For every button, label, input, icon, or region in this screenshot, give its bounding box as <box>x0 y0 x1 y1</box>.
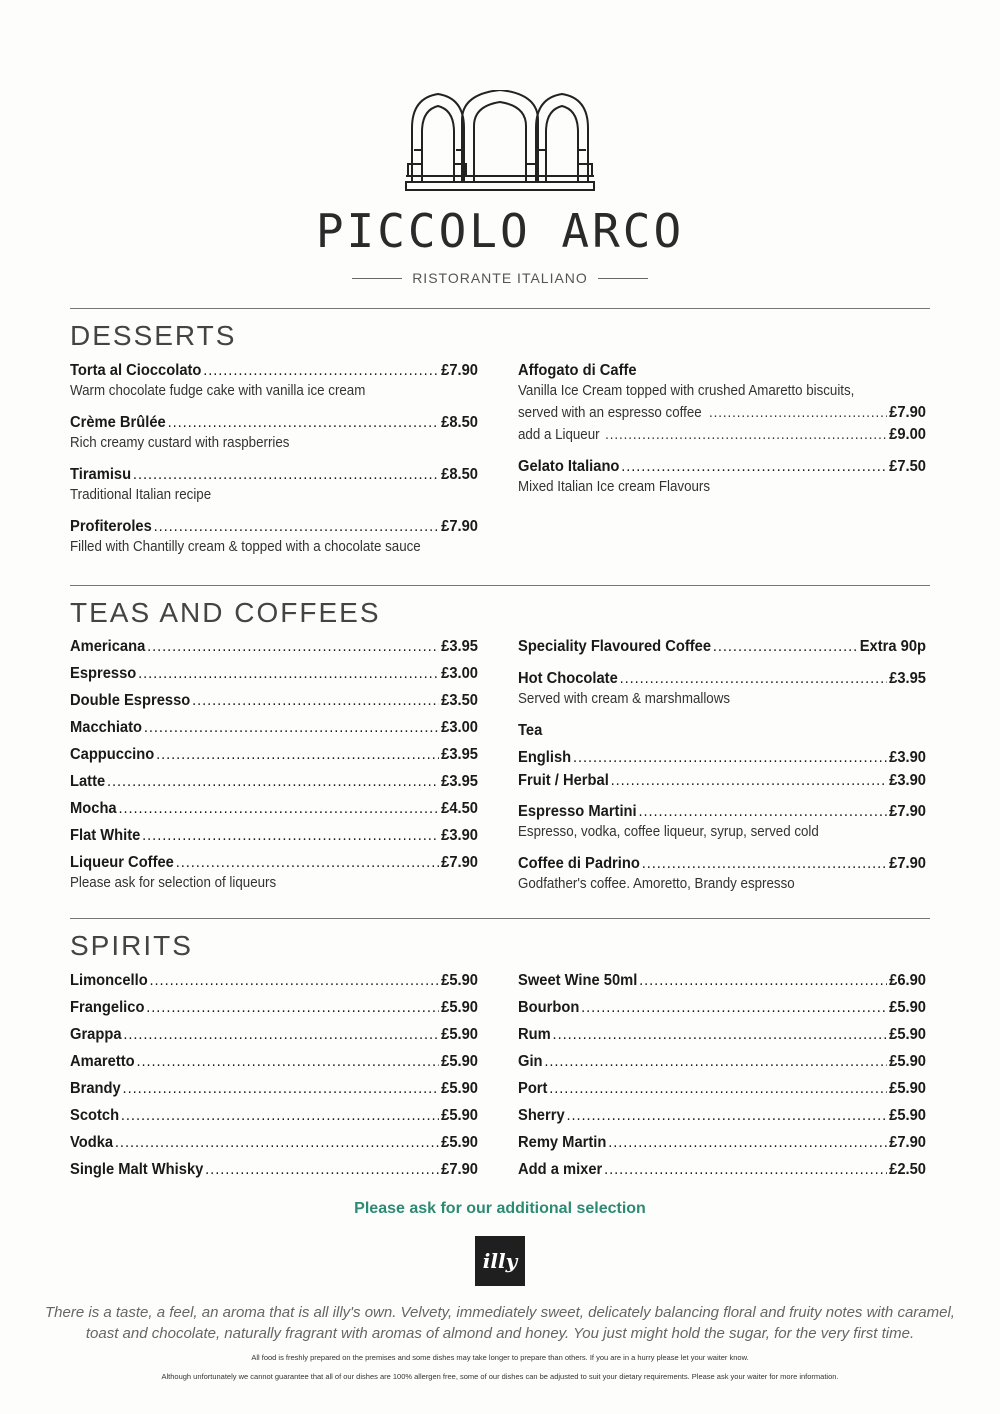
leader-dots <box>156 744 439 765</box>
item-price: £8.50 <box>441 414 479 431</box>
item-price: £5.90 <box>441 1134 479 1151</box>
item-name: Torta al Cioccolato <box>70 362 202 379</box>
tea-subheading: Tea <box>518 722 543 739</box>
item-description: Mixed Italian Ice cream Flavours <box>518 479 711 495</box>
item-name: Cappuccino <box>70 746 155 763</box>
item-name: Gin <box>518 1053 543 1070</box>
leader-dots <box>138 663 439 684</box>
leader-dots <box>115 1132 439 1153</box>
menu-item <box>518 1024 926 1045</box>
leader-dots <box>581 997 887 1018</box>
divider <box>598 278 648 279</box>
menu-item <box>518 853 926 895</box>
menu-item <box>518 668 926 710</box>
section-divider <box>70 918 930 919</box>
leader-dots <box>553 1024 888 1045</box>
leader-dots <box>621 456 887 477</box>
item-price: £7.90 <box>889 855 927 872</box>
menu-item <box>518 1105 926 1126</box>
item-price: £7.50 <box>889 458 927 475</box>
item-name: Frangelico <box>70 999 145 1016</box>
item-name: Sweet Wine 50ml <box>518 972 638 989</box>
item-name: Profiteroles <box>70 518 152 535</box>
menu-item <box>70 717 478 738</box>
menu-item <box>518 1132 926 1153</box>
leader-dots <box>150 970 440 991</box>
tagline-line: toast and chocolate, naturally fragrant with aromas of almond and honey. You just might hold the sugar, for the very first time. <box>85 1325 915 1342</box>
item-name: Add a mixer <box>518 1161 603 1178</box>
leader-dots <box>639 970 887 991</box>
item-price: £7.90 <box>441 518 479 535</box>
menu-item <box>70 798 478 819</box>
item-name: Gelato Italiano <box>518 458 620 475</box>
leader-dots <box>549 1078 887 1099</box>
menu-item <box>518 801 926 843</box>
leader-dots <box>203 360 439 381</box>
leader-dots <box>142 825 439 846</box>
item-name: Latte <box>70 773 106 790</box>
item-price: £2.50 <box>889 1161 927 1178</box>
menu-item <box>70 663 478 684</box>
restaurant-name: PICCOLO ARCO <box>315 204 685 258</box>
leader-dots <box>168 412 440 433</box>
section-title-desserts: DESSERTS <box>70 320 237 351</box>
menu-item <box>70 825 478 846</box>
item-price: £5.90 <box>889 1053 927 1070</box>
item-name: Flat White <box>70 827 141 844</box>
menu-item <box>70 1105 478 1126</box>
divider <box>352 278 402 279</box>
leader-dots <box>611 770 888 791</box>
leader-dots <box>604 1159 887 1180</box>
item-price: £3.95 <box>441 638 479 655</box>
menu-item <box>70 1024 478 1045</box>
item-price: £7.90 <box>889 404 927 421</box>
item-name: Hot Chocolate <box>518 670 618 687</box>
section-title-spirits: SPIRITS <box>70 930 193 961</box>
leader-dots <box>136 1051 439 1072</box>
item-price: £3.90 <box>889 749 927 766</box>
item-price: £4.50 <box>441 800 479 817</box>
menu-item <box>70 360 478 402</box>
subtitle-text: RISTORANTE ITALIANO <box>412 270 588 286</box>
menu-item <box>518 456 926 498</box>
leader-dots <box>176 852 440 873</box>
restaurant-header <box>0 90 1000 286</box>
item-price: £5.90 <box>889 1026 927 1043</box>
leader-dots <box>147 636 439 657</box>
item-name: Speciality Flavoured Coffee <box>518 638 712 655</box>
leader-dots <box>121 1105 439 1126</box>
item-price: £5.90 <box>889 1080 927 1097</box>
menu-item <box>70 516 478 558</box>
item-description: Please ask for selection of liqueurs <box>70 875 277 891</box>
fine-print-allergen: Although unfortunately we cannot guarantee that all of our dishes are 100% allergen free, some of our dishes can be adjusted to suit your dietary requirements. Please ask your waiter for more information. <box>161 1372 839 1381</box>
menu-item <box>70 636 478 657</box>
leader-dots <box>107 771 439 792</box>
menu-item <box>518 1159 926 1180</box>
leader-dots <box>608 1132 887 1153</box>
menu-item <box>70 1159 478 1180</box>
menu-item <box>518 636 926 657</box>
menu-item <box>70 852 478 894</box>
item-price: £7.90 <box>441 362 479 379</box>
item-name: Single Malt Whisky <box>70 1161 204 1178</box>
item-description: Rich creamy custard with raspberries <box>70 435 290 451</box>
leader-dots <box>713 636 858 657</box>
leader-dots <box>566 1105 887 1126</box>
teas-right-column <box>518 636 926 901</box>
item-price: £5.90 <box>441 1107 479 1124</box>
menu-item <box>70 464 478 506</box>
menu-item <box>70 412 478 454</box>
leader-dots <box>118 798 439 819</box>
item-description: Served with cream & marshmallows <box>518 691 731 707</box>
menu-item <box>70 690 478 711</box>
item-name: Scotch <box>70 1107 120 1124</box>
item-name: Rum <box>518 1026 551 1043</box>
item-price: £3.90 <box>441 827 479 844</box>
item-name: Remy Martin <box>518 1134 607 1151</box>
spirits-right-column <box>518 970 926 1180</box>
section-title-teas: TEAS AND COFFEES <box>70 597 381 628</box>
item-name: Espresso Martini <box>518 803 637 820</box>
leader-dots <box>123 1024 439 1045</box>
item-price: £3.95 <box>889 670 927 687</box>
item-name: Americana <box>70 638 146 655</box>
item-price: £5.90 <box>441 1080 479 1097</box>
menu-item <box>70 970 478 991</box>
item-price: £5.90 <box>441 1053 479 1070</box>
item-price: £6.90 <box>889 972 927 989</box>
item-name: Sherry <box>518 1107 565 1124</box>
item-name: Port <box>518 1080 548 1097</box>
tagline-line: There is a taste, a feel, an aroma that is all illy's own. Velvety, immediately sweet, delicately balancing floral and fruity notes with caramel, <box>45 1304 955 1321</box>
leader-dots <box>192 690 439 711</box>
item-price: £5.90 <box>441 999 479 1016</box>
item-price: £5.90 <box>889 1107 927 1124</box>
item-price: £3.00 <box>441 719 479 736</box>
menu-item <box>518 997 926 1018</box>
item-name: Vodka <box>70 1134 114 1151</box>
spirits-left-column <box>70 970 478 1180</box>
leader-dots <box>133 464 439 485</box>
teas-left-column <box>70 636 478 900</box>
illy-logo-icon: illy <box>475 1236 525 1286</box>
item-price: £5.90 <box>889 999 927 1016</box>
item-name: Grappa <box>70 1026 122 1043</box>
item-name: Amaretto <box>70 1053 135 1070</box>
item-price: £3.95 <box>441 746 479 763</box>
leader-dots <box>605 425 887 446</box>
item-price: £3.00 <box>441 665 479 682</box>
item-description: Espresso, vodka, coffee liqueur, syrup, served cold <box>518 824 819 840</box>
menu-item <box>518 360 926 446</box>
menu-item <box>518 747 926 768</box>
leader-dots <box>123 1078 440 1099</box>
restaurant-subtitle <box>0 270 1000 286</box>
item-description: Vanilla Ice Cream topped with crushed Amaretto biscuits, <box>518 383 855 399</box>
leader-dots <box>573 747 887 768</box>
item-description: Warm chocolate fudge cake with vanilla ice cream <box>70 383 366 399</box>
menu-item <box>70 771 478 792</box>
item-price: £7.90 <box>441 1161 479 1178</box>
item-price: £3.90 <box>889 772 927 789</box>
menu-item <box>518 970 926 991</box>
leader-dots <box>146 997 439 1018</box>
item-name: English <box>518 749 572 766</box>
item-name: Brandy <box>70 1080 121 1097</box>
item-price: £7.90 <box>889 803 927 820</box>
item-name: Tiramisu <box>70 466 132 483</box>
leader-dots <box>205 1159 439 1180</box>
leader-dots <box>620 668 888 689</box>
item-description: Traditional Italian recipe <box>70 487 212 503</box>
item-price: £8.50 <box>441 466 479 483</box>
item-name: Macchiato <box>70 719 142 736</box>
item-name: Liqueur Coffee <box>70 854 174 871</box>
leader-dots <box>144 717 439 738</box>
menu-item <box>70 1132 478 1153</box>
addon-label: add a Liqueur <box>518 427 600 443</box>
item-name: Coffee di Padrino <box>518 855 640 872</box>
item-name: Crème Brûlée <box>70 414 166 431</box>
leader-dots <box>642 853 888 874</box>
menu-item <box>70 1051 478 1072</box>
section-divider <box>70 585 930 586</box>
item-description: served with an espresso coffee <box>518 405 702 421</box>
menu-item <box>70 1078 478 1099</box>
item-price: £7.90 <box>889 1134 927 1151</box>
section-divider <box>70 308 930 309</box>
item-price: £5.90 <box>441 1026 479 1043</box>
item-price: £7.90 <box>441 854 479 871</box>
addon-price: £9.00 <box>889 426 927 443</box>
item-price: Extra 90p <box>859 638 927 655</box>
item-name: Affogato di Caffe <box>518 362 637 379</box>
leader-dots <box>154 516 440 537</box>
menu-item <box>70 997 478 1018</box>
item-description: Godfather's coffee. Amoretto, Brandy espresso <box>518 876 795 892</box>
item-price: £3.95 <box>441 773 479 790</box>
leader-dots <box>638 801 887 822</box>
menu-item <box>518 1051 926 1072</box>
item-price: £5.90 <box>441 972 479 989</box>
item-price: £3.50 <box>441 692 479 709</box>
item-description: Filled with Chantilly cream & topped with a chocolate sauce <box>70 539 421 555</box>
desserts-left-column <box>70 360 478 564</box>
desserts-right-column <box>518 360 926 504</box>
leader-dots <box>709 403 887 424</box>
fine-print-preparation: All food is freshly prepared on the premises and some dishes may take longer to prepare than others. If you are in a hurry please let your waiter know. <box>251 1353 749 1362</box>
item-name: Bourbon <box>518 999 580 1016</box>
illy-tagline <box>30 1302 970 1344</box>
additional-selection-note: Please ask for our additional selection <box>354 1200 646 1217</box>
item-name: Mocha <box>70 800 117 817</box>
item-name: Fruit / Herbal <box>518 772 609 789</box>
item-name: Espresso <box>70 665 137 682</box>
menu-item <box>518 1078 926 1099</box>
item-name: Limoncello <box>70 972 148 989</box>
arches-logo-icon <box>400 90 600 200</box>
menu-item <box>70 744 478 765</box>
item-name: Double Espresso <box>70 692 191 709</box>
menu-item <box>518 770 926 791</box>
leader-dots <box>544 1051 887 1072</box>
